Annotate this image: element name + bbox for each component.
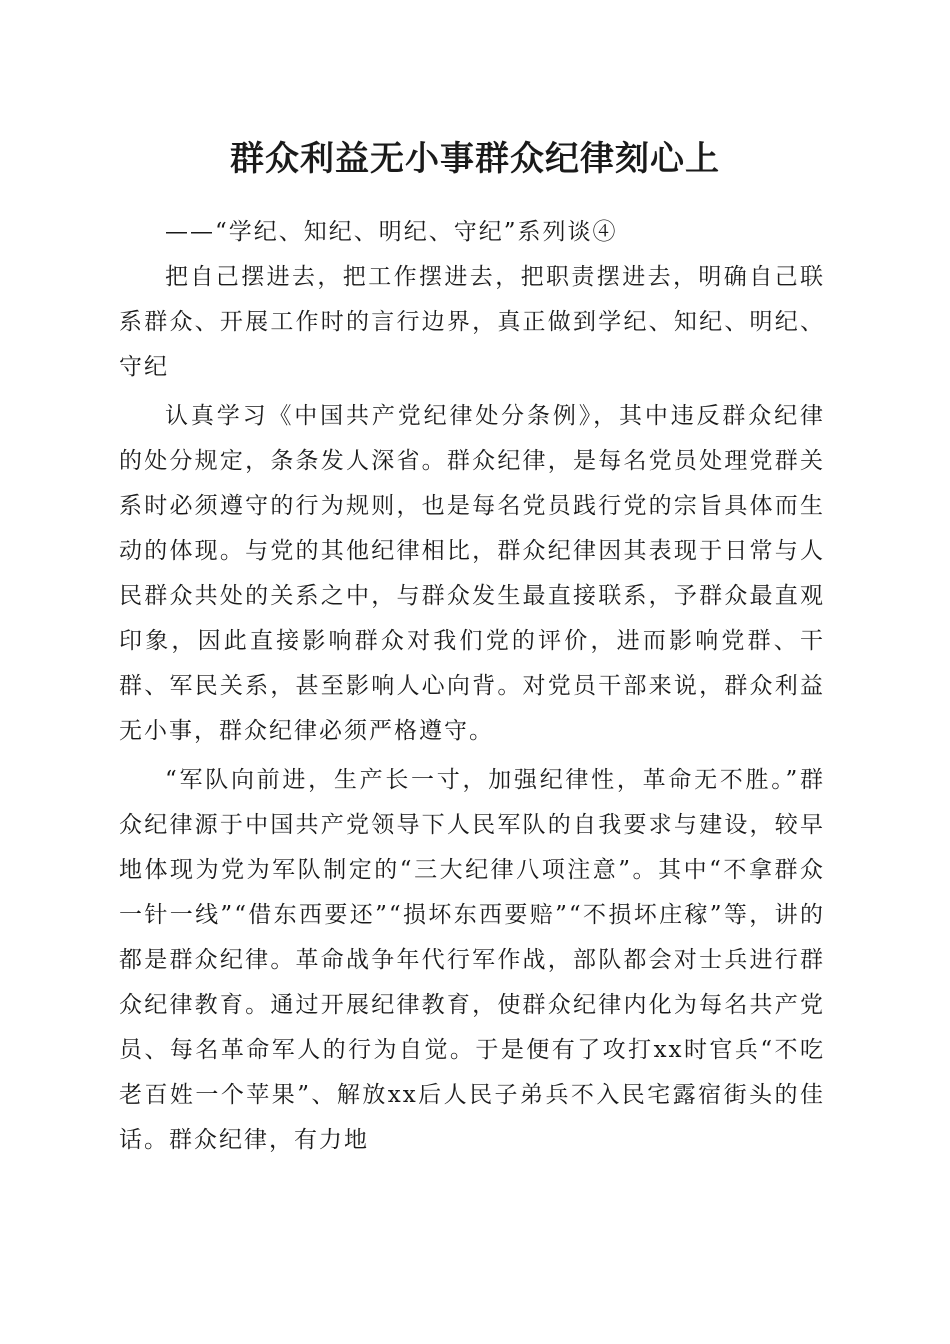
body-paragraph-1: 认真学习《中国共产党纪律处分条例》，其中违反群众纪律的处分规定，条条发人深省。群众纪律，是每名党员处理党群关系时必须遵守的行为规则，也是每名党员践行党的宗旨具体而生动的体现。与党的其他纪律相比，群众纪律因其表现于日常与人民群众共处的关系之中，与群众发生最直接联系，予群众最直观印象，因此直接影响群众对我们党的评价，进而影响党群、干群、军民关系，甚至影响人心向背。对党员干部来说，群众利益无小事，群众纪律必须严格遵守。 — [119, 403, 825, 744]
body-paragraph-2: “军队向前进，生产长一寸，加强纪律性，革命无不胜。”群众纪律源于中国共产党领导下人民军队的自我要求与建设，较早地体现为党为军队制定的“三大纪律八项注意”。其中“不拿群众一针一线”“借东西要还”“损坏东西要赔”“不损坏庄稼”等，讲的都是群众纪律。革命战争年代行军作战，部队都会对士兵进行群众纪律教育。通过开展纪律教育，使群众纪律内化为每名共产党员、每名革命军人的行为自觉。于是便有了攻打xx时官兵“不吃老百姓一个苹果”、解放xx后人民子弟兵不入民宅露宿街头的佳话。群众纪律，有力地 — [119, 767, 825, 1153]
summary-paragraph: 把自己摆进去，把工作摆进去，把职责摆进去，明确自己联系群众、开展工作时的言行边界，真正做到学纪、知纪、明纪、守纪 — [119, 264, 825, 380]
document-body — [119, 210, 825, 1167]
document-title: 群众利益无小事群众纪律刻心上 — [230, 139, 720, 179]
subtitle-paragraph: ——“学纪、知纪、明纪、守纪”系列谈④ — [165, 219, 618, 245]
